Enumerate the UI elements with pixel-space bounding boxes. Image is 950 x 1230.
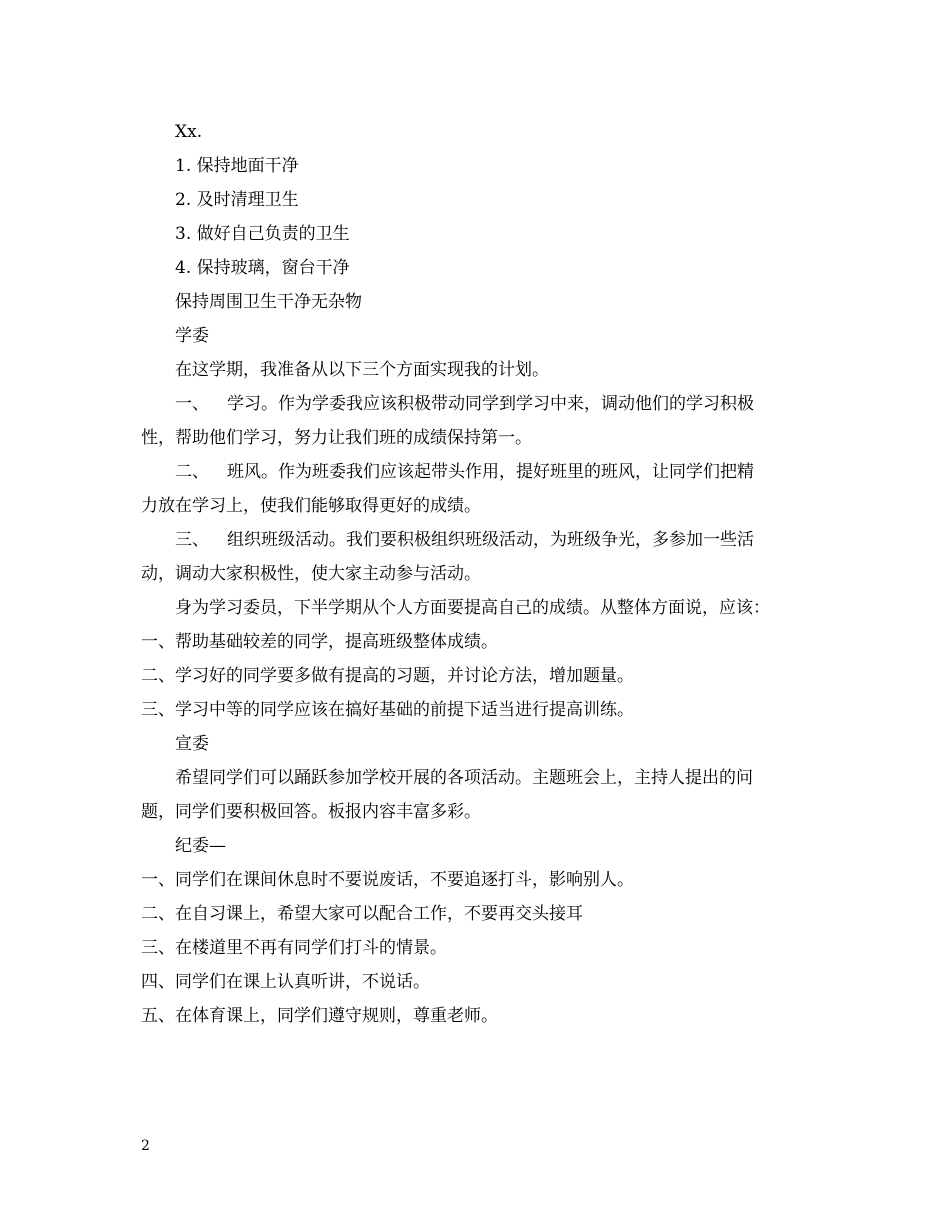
paragraph	[141, 761, 821, 829]
paragraph: 在这学期，我准备从以下三个方面实现我的计划。	[175, 360, 549, 380]
paragraph-text: 班风。作为班委我们应该起带头作用，提好班里的班风，让同学们把精	[227, 462, 754, 482]
section-heading: 纪委—	[175, 836, 226, 856]
text-line: Xx.	[175, 122, 203, 142]
paragraph-number: 二、	[175, 462, 209, 482]
paragraph-text: 力放在学习上，使我们能够取得更好的成绩。	[141, 496, 481, 516]
paragraph-text: 希望同学们可以踊跃参加学校开展的各项活动。主题班会上，主持人提出的问	[175, 768, 753, 788]
page-number: 2	[141, 1138, 150, 1154]
paragraph-text: 性，帮助他们学习，努力让我们班的成绩保持第一。	[141, 428, 532, 448]
paragraph-number: 一、	[175, 394, 209, 414]
paragraph-text: 题，同学们要积极回答。板报内容丰富多彩。	[141, 802, 481, 822]
numbered-paragraph	[141, 455, 821, 523]
list-item: 三、学习中等的同学应该在搞好基础的前提下适当进行提高训练。	[141, 700, 634, 720]
section-heading: 宣委	[175, 734, 209, 754]
paragraph: 身为学习委员，下半学期从个人方面要提高自己的成绩。从整体方面说，应该：	[175, 598, 770, 618]
text-line: 保持周围卫生干净无杂物	[175, 292, 362, 312]
list-item: 一、同学们在课间休息时不要说废话，不要追逐打斗，影响别人。	[141, 870, 634, 890]
list-item: 一、帮助基础较差的同学，提高班级整体成绩。	[141, 632, 498, 652]
list-item: 2. 及时清理卫生	[175, 190, 299, 210]
numbered-paragraph	[141, 523, 821, 591]
list-item: 二、在自习课上，希望大家可以配合工作，不要再交头接耳	[141, 904, 583, 924]
document-body	[141, 115, 821, 1033]
section-heading: 学委	[175, 326, 209, 346]
paragraph-text: 学习。作为学委我应该积极带动同学到学习中来，调动他们的学习积极	[227, 394, 754, 414]
paragraph-text: 组织班级活动。我们要积极组织班级活动，为班级争光，多参加一些活	[227, 530, 754, 550]
numbered-paragraph	[141, 387, 821, 455]
list-item: 三、在楼道里不再有同学们打斗的情景。	[141, 938, 447, 958]
list-item: 3. 做好自己负责的卫生	[175, 224, 350, 244]
list-item: 1. 保持地面干净	[175, 156, 299, 176]
list-item: 五、在体育课上，同学们遵守规则，尊重老师。	[141, 1006, 498, 1026]
paragraph-number: 三、	[175, 530, 209, 550]
list-item: 4. 保持玻璃，窗台干净	[175, 258, 350, 278]
list-item: 四、同学们在课上认真听讲，不说话。	[141, 972, 430, 992]
list-item: 二、学习好的同学要多做有提高的习题，并讨论方法，增加题量。	[141, 666, 634, 686]
paragraph-text: 动，调动大家积极性，使大家主动参与活动。	[141, 564, 481, 584]
